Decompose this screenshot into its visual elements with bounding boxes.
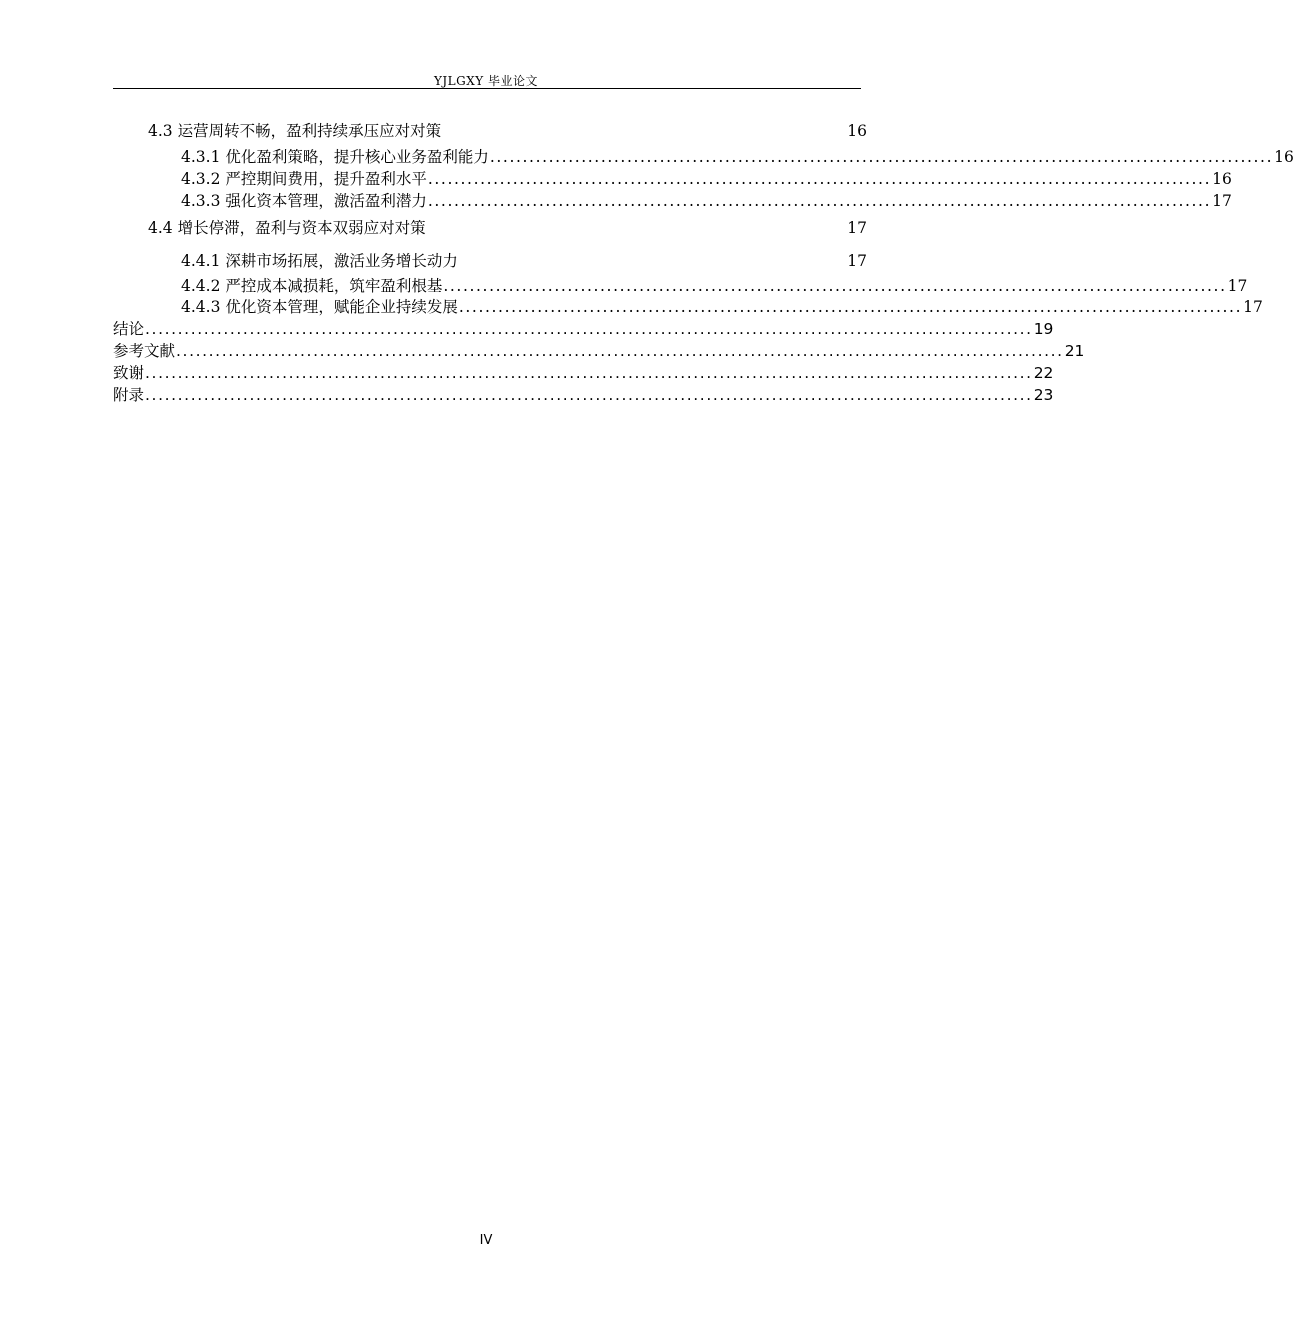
toc-entry-4-3-2[interactable] [181, 170, 1232, 188]
toc-entry-label: 附录 [113, 386, 145, 404]
toc-entry-4-3-1[interactable] [181, 148, 1294, 166]
toc-leader-dots: ........................................................................................................................................ [145, 320, 1033, 338]
toc-entry-page: 16 [1212, 170, 1232, 188]
toc-entry-label: 4.4.1 深耕市场拓展，激活业务增长动力 [181, 252, 458, 270]
toc-entry-page: 22 [1033, 364, 1054, 382]
toc-leader-dots: ........................................................................................................................................ [145, 364, 1033, 382]
toc-entry-label: 4.3.2 严控期间费用，提升盈利水平 [181, 170, 427, 188]
toc-entry-page: 16 [847, 122, 867, 140]
toc-entry-4-4-2[interactable] [181, 277, 1248, 295]
toc-entry-page: 17 [1212, 192, 1232, 210]
header-divider [113, 88, 861, 89]
toc-entry-page: 23 [1033, 386, 1054, 404]
toc-entry-page: 19 [1033, 320, 1054, 338]
toc-entry-label: 参考文献 [113, 342, 176, 360]
toc-entry-label: 4.4.2 严控成本减损耗，筑牢盈利根基 [181, 277, 443, 295]
toc-entry-4-3[interactable] [148, 124, 867, 140]
toc-entry-references[interactable] [113, 342, 1085, 360]
toc-leader-dots: ........................................................................................................................................ [145, 386, 1033, 404]
toc-entry-label: 4.3.3 强化资本管理，激活盈利潜力 [181, 192, 427, 210]
toc-entry-conclusion[interactable] [113, 320, 1054, 338]
toc-entry-appendix[interactable] [113, 386, 1054, 404]
toc-entry-label: 4.3 运营周转不畅，盈利持续承压应对对策 [148, 122, 442, 140]
toc-entry-page: 17 [1227, 277, 1248, 295]
toc-entry-label: 4.4.3 优化资本管理，赋能企业持续发展 [181, 298, 458, 316]
toc-entry-4-4[interactable] [148, 221, 867, 237]
toc-leader-dots: ........................................................................................................................ [443, 277, 1227, 295]
toc-entry-page: 17 [847, 252, 867, 270]
toc-leader-dots: ........................................................................................................................ [427, 170, 1212, 188]
toc-entry-page: 21 [1064, 342, 1085, 360]
toc-entry-page: 16 [1274, 148, 1294, 166]
toc-entry-4-4-1[interactable] [181, 254, 867, 270]
running-header-title: YJLGXY 毕业论文 [433, 74, 539, 88]
toc-entry-4-4-3[interactable] [181, 298, 1263, 316]
page-number: IV [479, 1233, 493, 1248]
toc-leader-dots: ........................................................................................................................................ [176, 342, 1064, 360]
toc-leader-dots: ........................................................................................................................ [489, 148, 1274, 166]
toc-entry-acknowledgements[interactable] [113, 364, 1054, 382]
toc-entry-label: 结论 [113, 320, 145, 338]
toc-entry-page: 17 [847, 219, 867, 237]
toc-leader-dots: ........................................................................................................................ [427, 192, 1212, 210]
toc-entry-label: 4.4 增长停滞，盈利与资本双弱应对对策 [148, 219, 426, 237]
toc-entry-label: 致谢 [113, 364, 145, 382]
toc-entry-4-3-3[interactable] [181, 192, 1232, 210]
toc-leader-dots: ........................................................................................................................ [458, 298, 1243, 316]
toc-entry-page: 17 [1243, 298, 1263, 316]
toc-entry-label: 4.3.1 优化盈利策略，提升核心业务盈利能力 [181, 148, 489, 166]
